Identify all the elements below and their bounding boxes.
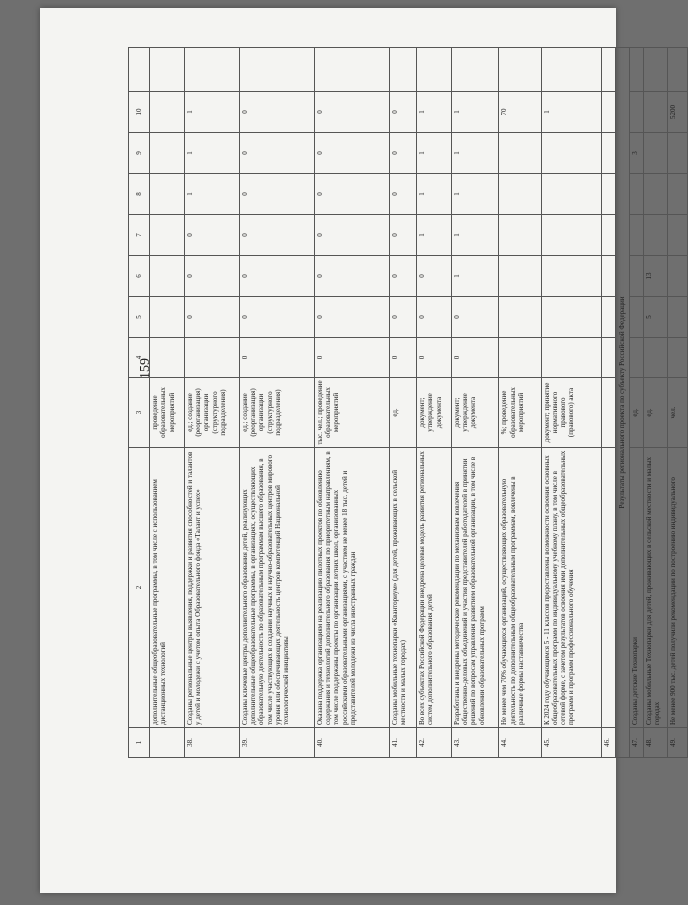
unit-cell: документ; утверждение документа — [451, 378, 498, 448]
value-cell: 0 — [239, 174, 314, 215]
value-cell — [601, 92, 615, 133]
value-cell — [541, 256, 601, 297]
value-cell: 1 — [184, 92, 239, 133]
value-cell — [150, 174, 185, 215]
document-page — [40, 8, 677, 893]
value-cell: 0 — [417, 256, 452, 297]
row-number: 45. — [541, 728, 601, 758]
unit-cell: %; проведение образовательных мероприятий — [499, 378, 541, 448]
indicator-text: Созданы мобильные технопарки «Кванториум» (для детей, проживающих в сельской местности и малых городах) — [389, 448, 416, 728]
header-cell-7: 7 — [129, 215, 150, 256]
value-cell: 5200 — [667, 92, 687, 133]
row-number: 44. — [499, 728, 541, 758]
value-cell — [667, 174, 687, 215]
unit-cell: ед.; создание (реорганизация) организации (структурного подразделения) — [184, 378, 239, 448]
value-cell: 0 — [184, 256, 239, 297]
value-cell — [150, 48, 185, 92]
value-cell — [601, 48, 615, 92]
unit-cell: ед. — [389, 378, 416, 448]
indicator-text: К 2024 году обучающимся 5 - 11 классов предоставлены возможности освоения основных общеобразовательных программ по индивидуальному учебному плану, в том числе в сетевой форме, с зачетом результатов освоения ими дополнительных общеобразовательных программ и программ профессионального обучения — [541, 448, 601, 728]
value-cell: 1 — [417, 133, 452, 174]
value-cell: 0 — [389, 338, 416, 378]
value-cell — [629, 174, 643, 215]
header-cell-4: 4 — [129, 338, 150, 378]
value-cell: 1 — [451, 256, 498, 297]
value-cell: 1 — [417, 92, 452, 133]
indicator-text — [601, 448, 615, 728]
value-cell — [541, 215, 601, 256]
unit-cell: ед. — [629, 378, 643, 448]
value-cell — [667, 338, 687, 378]
value-cell — [417, 48, 452, 92]
value-cell: 0 — [389, 256, 416, 297]
unit-cell — [601, 378, 615, 448]
row-number: 41. — [389, 728, 416, 758]
value-cell — [629, 215, 643, 256]
value-cell: 0 — [314, 133, 389, 174]
unit-cell: документ; принятие нормативного правового (правового) акта — [541, 378, 601, 448]
value-cell: 0 — [314, 256, 389, 297]
value-cell — [150, 92, 185, 133]
value-cell — [601, 215, 615, 256]
value-cell — [499, 297, 541, 338]
value-cell — [601, 133, 615, 174]
value-cell: 0 — [314, 338, 389, 378]
value-cell — [643, 174, 667, 215]
value-cell: 1 — [451, 92, 498, 133]
value-cell: 0 — [314, 215, 389, 256]
header-cell-10: 10 — [129, 92, 150, 133]
value-cell: 0 — [389, 215, 416, 256]
unit-cell: документ; утверждение документа — [417, 378, 452, 448]
unit-cell: ед. — [643, 378, 667, 448]
value-cell: 0 — [417, 338, 452, 378]
indicator-text: Оказана поддержка организациям на реализацию пилотных проектов по обновлению содержания и технологий дополнительного образования по приоритетным направлениям, в том числе поддержаны проекты по организации летних школ, организованных российскими образовательными организациями, с участием не менее 18 тыс. детей и представителей молодежи из числа иностранных граждан — [314, 448, 389, 728]
value-cell: 5 — [643, 297, 667, 338]
row-number: 38. — [184, 728, 239, 758]
value-cell: 1 — [541, 92, 601, 133]
table-row — [314, 48, 389, 758]
unit-cell: ед.; создание (реорганизация) организации (структурного подразделения) — [239, 378, 314, 448]
value-cell — [541, 338, 601, 378]
row-number: 48. — [643, 728, 667, 758]
value-cell — [150, 338, 185, 378]
value-cell — [499, 48, 541, 92]
table-row — [184, 48, 239, 758]
page-number: 159 — [138, 358, 153, 379]
section-title: Результаты регионального проекта по субъекту Российской Федерации — [615, 48, 629, 758]
value-cell — [629, 338, 643, 378]
indicator-text: Во всех субъектах Российской Федерации внедрена целевая модель развития региональных систем дополнительного образования детей — [417, 448, 452, 728]
continuation-row — [150, 48, 185, 758]
value-cell — [643, 133, 667, 174]
row-number: 47. — [629, 728, 643, 758]
value-cell — [601, 338, 615, 378]
value-cell: 0 — [184, 297, 239, 338]
value-cell: 0 — [239, 338, 314, 378]
header-cell-3: 3 — [129, 378, 150, 448]
table-row — [643, 48, 667, 758]
value-cell: 0 — [417, 297, 452, 338]
section-header-row — [615, 48, 629, 758]
value-cell — [389, 48, 416, 92]
value-cell: 0 — [451, 297, 498, 338]
value-cell: 0 — [389, 297, 416, 338]
value-cell — [667, 48, 687, 92]
value-cell — [643, 48, 667, 92]
value-cell — [629, 256, 643, 297]
value-cell — [667, 297, 687, 338]
value-cell — [499, 256, 541, 297]
table-row — [629, 48, 643, 758]
value-cell — [499, 215, 541, 256]
indicator-text: Не менее 900 тыс. детей получили рекомендации по построению индивидуального — [667, 448, 687, 728]
value-cell — [150, 215, 185, 256]
unit-cell: чел. — [667, 378, 687, 448]
value-cell — [643, 215, 667, 256]
indicator-text: Созданы региональные центры выявления, поддержки и развития способностей и талантов у детей и молодежи с учетом опыта Образовательного фонда «Талант и успех» — [184, 448, 239, 728]
row-number: 42. — [417, 728, 452, 758]
value-cell — [499, 174, 541, 215]
row-number — [150, 728, 185, 758]
value-cell: 0 — [239, 215, 314, 256]
value-cell — [451, 48, 498, 92]
value-cell: 0 — [314, 92, 389, 133]
value-cell: 13 — [643, 256, 667, 297]
value-cell: 0 — [314, 297, 389, 338]
value-cell — [667, 215, 687, 256]
table-body — [129, 48, 688, 758]
value-cell: 1 — [451, 174, 498, 215]
value-cell: 1 — [184, 174, 239, 215]
value-cell: 1 — [417, 215, 452, 256]
value-cell — [499, 338, 541, 378]
table-header-row — [129, 48, 150, 758]
row-number: 40. — [314, 728, 389, 758]
value-cell: 0 — [389, 174, 416, 215]
value-cell — [541, 133, 601, 174]
table-row — [499, 48, 541, 758]
row-number: 39. — [239, 728, 314, 758]
value-cell — [629, 92, 643, 133]
value-cell — [667, 133, 687, 174]
value-cell: 0 — [184, 215, 239, 256]
header-cell-9: 9 — [129, 133, 150, 174]
value-cell — [499, 133, 541, 174]
indicator-text: Созданы детские Технопарки — [629, 448, 643, 728]
value-cell: 1 — [451, 215, 498, 256]
header-cell-2: 2 — [129, 448, 150, 728]
table-row — [389, 48, 416, 758]
row-number: 46. — [601, 728, 615, 758]
header-cell-empty — [129, 48, 150, 92]
header-cell-6: 6 — [129, 256, 150, 297]
header-cell-8: 8 — [129, 174, 150, 215]
header-cell-1: 1 — [129, 728, 150, 758]
value-cell — [184, 338, 239, 378]
value-cell: 0 — [451, 338, 498, 378]
value-cell — [184, 48, 239, 92]
header-cell-5: 5 — [129, 297, 150, 338]
value-cell: 0 — [239, 297, 314, 338]
value-cell — [541, 297, 601, 338]
table-row — [417, 48, 452, 758]
value-cell — [150, 297, 185, 338]
value-cell — [629, 297, 643, 338]
table-row — [667, 48, 687, 758]
table-row — [541, 48, 601, 758]
value-cell: 70 — [499, 92, 541, 133]
value-cell — [629, 48, 643, 92]
indicator-text: дополнительные общеобразовательные программы, в том числе с использованием дистанционных технологий — [150, 448, 185, 728]
table-row — [239, 48, 314, 758]
value-cell — [643, 338, 667, 378]
value-cell — [541, 48, 601, 92]
indicator-text: Не менее чем 70% обучающихся организаций, осуществляющих образовательную деятельность по дополнительным общеобразовательным программам, вовлечены в различные формы наставничества — [499, 448, 541, 728]
value-cell — [150, 133, 185, 174]
value-cell: 3 — [629, 133, 643, 174]
value-cell — [150, 256, 185, 297]
value-cell: 0 — [314, 174, 389, 215]
value-cell — [601, 174, 615, 215]
value-cell — [239, 48, 314, 92]
indicator-text: Созданы ключевые центры дополнительного образования детей, реализующих дополнительные общеобразовательные программы, в организациях, осуществляющих образовательную деятельность по образовательным программам высшего образования, в том числе участвующих в создании научных и научно-образовательных центров мирового уровня или обеспечивающих деятельность центров компетенций Национальной технологической инициативы — [239, 448, 314, 728]
indicators-table — [128, 47, 688, 758]
value-cell: 1 — [417, 174, 452, 215]
value-cell: 0 — [239, 256, 314, 297]
value-cell — [314, 48, 389, 92]
unit-cell: проведение образовательных мероприятий — [150, 378, 185, 448]
table-row — [601, 48, 615, 758]
value-cell — [541, 174, 601, 215]
value-cell: 0 — [389, 92, 416, 133]
value-cell: 1 — [451, 133, 498, 174]
indicator-text: Созданы мобильные Технопарки для детей, проживающих в сельской местности и малых городах — [643, 448, 667, 728]
value-cell: 0 — [239, 133, 314, 174]
row-number: 43. — [451, 728, 498, 758]
indicator-text: Разработаны и внедрены методические рекомендации по механизмам вовлечения общественно-деловых объединений и участия представителей работодателей в принятии решений по вопросам управления развитием образовательной организации, в том числе в обновлении образовательных программ — [451, 448, 498, 728]
row-number: 49. — [667, 728, 687, 758]
value-cell — [643, 92, 667, 133]
table-row — [451, 48, 498, 758]
value-cell — [601, 256, 615, 297]
value-cell — [667, 256, 687, 297]
value-cell — [601, 297, 615, 338]
value-cell: 0 — [239, 92, 314, 133]
value-cell: 1 — [184, 133, 239, 174]
rotated-table-wrapper — [128, 48, 688, 758]
value-cell: 0 — [389, 133, 416, 174]
unit-cell: тыс. чел.; проведение образовательных мероприятий — [314, 378, 389, 448]
